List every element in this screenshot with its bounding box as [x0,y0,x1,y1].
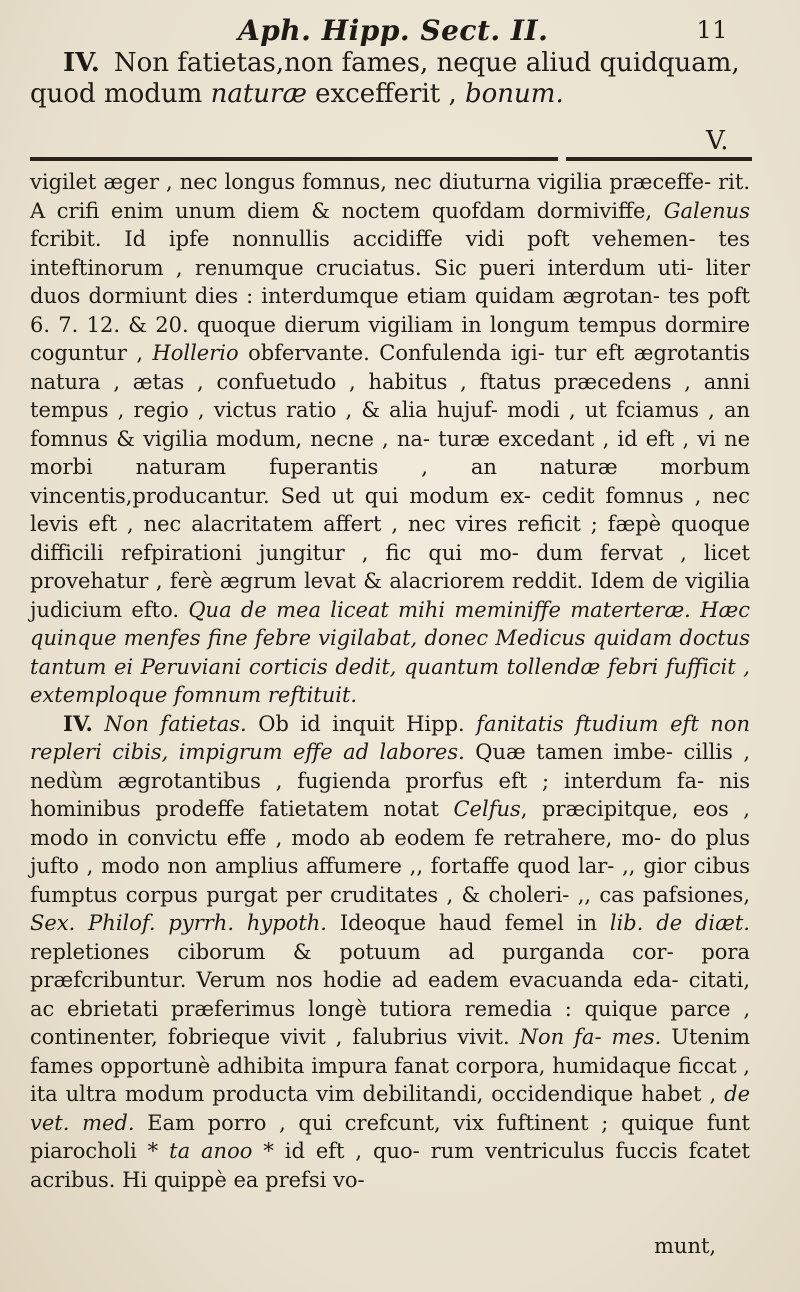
divider-rule [30,157,558,161]
text-run: , præcipitque, eos , modo in convictu effe , modo ab eodem fe retrahere, mo- do plus jufto , modo non amplius affumere ,, fortaffe quod lar- ,, gior cibus fumptus corpus purgat per cruditates , & choleri- ,, cas pafsiones, [30,797,750,907]
text-run: obfervante. Confulenda igi- tur eft ægrotantis natura , ætas , confuetudo , habitus , ftatus præcedens , anni tempus , regio , victus ratio , & alia hujuf- modi , ut fciamus , an fomnus & vigilia modum, necne , na- turæ excedant , id eft , vi ne morbi naturam fuperantis , an naturæ morbum vincentis,producantur. Sed ut qui modum ex- cedit fomnus , nec levis eft , nec alacritatem affert , nec vires reficit ; fæpè quoque difficili refpirationi jungitur , fic qui mo- dum fervat , licet provehatur , ferè ægrum levat & alacriorem reddit. Idem de vigilia judicium efto. [30,341,750,622]
italic-citation: Sex. Philof. pyrrh. hypoth. [30,911,327,935]
aphorism-number: IV. [63,48,100,78]
aphorism-italic-bonum: bonum. [465,79,564,109]
text-run: Ideoque haud femel in [339,911,598,935]
divider-rule-short [566,157,752,161]
aphorism-italic-naturae: naturæ [210,79,307,109]
commentary-paragraph-1 [30,168,750,710]
italic-citation: lib. de diæt. [609,911,750,935]
italic-lemma: Non fatietas. [104,711,247,736]
text-run: Eam porro , qui crefcunt, vix fuftinent ; quique funt piarocholi * [30,1110,750,1163]
text-run: Ob id inquit Hipp. [258,711,465,736]
italic-greek: ta anoo [169,1139,253,1163]
text-run: repletiones ciborum & potuum ad purganda cor- pora præfcribuntur. Verum nos hodie ad eadem evacuanda eda- citati, ac ebrietati præferimus longè tutiora remedia : quique parce , continenter, fobrieque vivit , falubrius vivit. [30,939,750,1049]
aphorism-part-1: Non fatietas,non fames, neque aliud quidquam, quod modum [30,48,740,109]
text-run: * id eft , quo- rum ventriculus fuccis fcatet acribus. Hi quippè ea prefsi vo- [30,1139,750,1192]
italic-lemma: Non fa- mes. [519,1025,662,1049]
text-run: fcribit. Id ipfe nonnullis accidiffe vidi poft vehemen- tes inteftinorum , renumque cruciatus. Sic pueri interdum uti- liter duos dormiunt dies : interdumque etiam quidam ægrotan- tes poft 6. 7. 12. & 20. quoque dierum vigiliam in longum tempus dormire coguntur , [30,227,750,365]
running-header [238,14,738,50]
italic-name: Galenus [663,198,750,223]
running-title: Aph. Hipp. Sect. II. [238,14,549,47]
italic-lemma: fanitatis ftudium eft non repleri cibis, impigrum effe ad labores. [30,711,750,764]
commentary-paragraph-2 [30,710,750,1195]
italic-name: Hollerio [152,341,239,365]
aphorism-text [30,48,750,110]
aphorism-part-2: excefferit , [315,79,457,109]
italic-name: Celfus [453,797,521,821]
text-run: Quæ tamen imbe- cillis , nedùm ægrotantibus , fugienda prorfus eft ; interdum fa- nis hominibus prodeffe fatietatem notat [30,740,750,821]
end-catchword: munt, [654,1234,717,1258]
text-run: vigilet æger , nec longus fomnus, nec diuturna vigilia præceffe- rit. A crifi enim unum diem & noctem quofdam dormiviffe, [30,170,750,223]
italic-quote: Qua de mea liceat mihi meminiffe materteræ. Hæc quinque menfes fine febre vigilabat, donec Medicus quidam doctus tantum ei Peruviani corticis dedit, quantum tollendæ febri fufficit , extemploque fomnum reftituit. [30,597,750,707]
page-number: 11 [696,16,728,44]
italic-citation: de vet. med. [30,1082,750,1135]
text-run: Utenim fames opportunè adhibita impura fanat corpora, humidaque ficcat , ita ultra modum producta vim debilitandi, occidendique habet , [30,1025,750,1106]
commentary-text [30,168,750,1194]
paragraph-number: IV. [63,710,93,736]
catchword: V. [706,126,729,156]
